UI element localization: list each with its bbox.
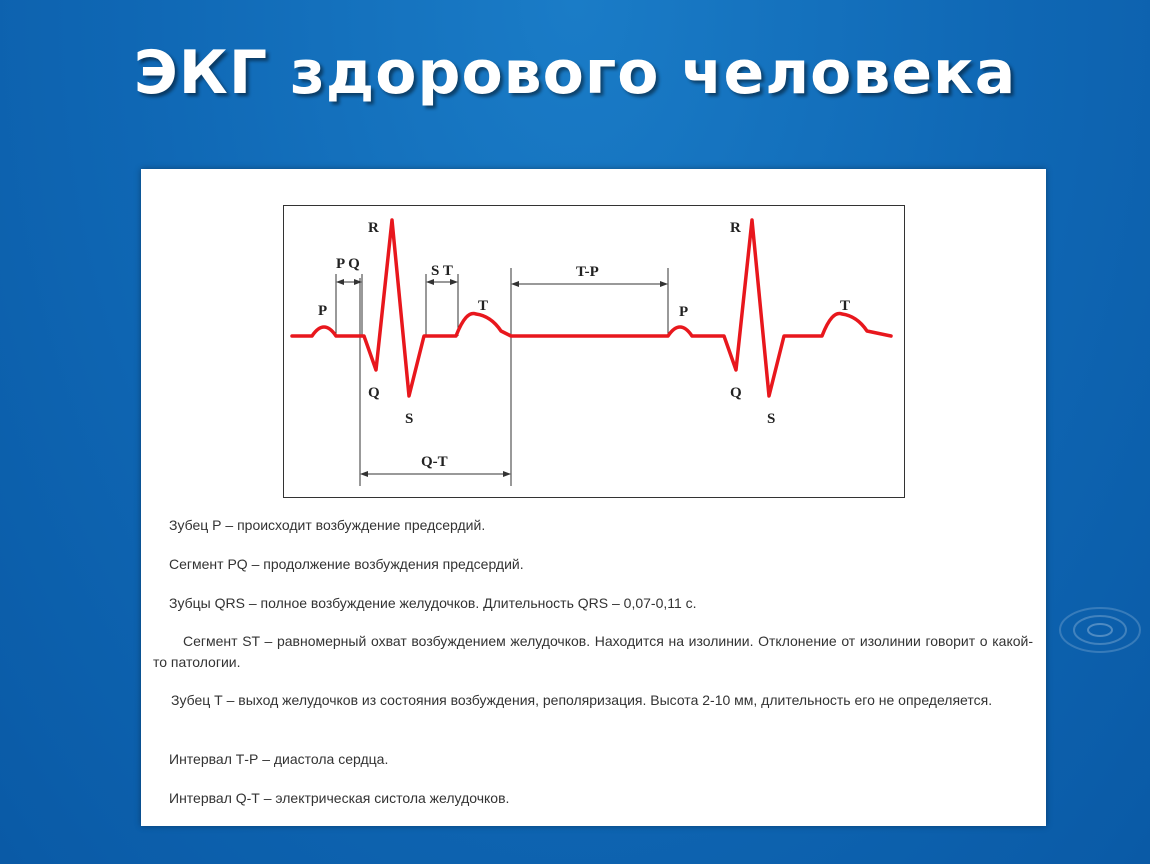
label-t2: T xyxy=(840,298,851,314)
label-r2: R xyxy=(730,220,741,236)
label-pq: P Q xyxy=(336,256,360,272)
label-q2: Q xyxy=(730,385,742,401)
label-p1: P xyxy=(318,303,328,319)
interval-arrows xyxy=(337,282,667,474)
label-s2: S xyxy=(767,411,776,427)
slide-title: ЭКГ здорового человека xyxy=(133,38,1017,108)
label-st: S T xyxy=(431,263,453,279)
water-ripple-decoration xyxy=(1055,600,1145,660)
description-tp-interval: Интервал Т-Р – диастола сердца. xyxy=(169,751,389,767)
ecg-figure xyxy=(283,205,905,498)
ecg-trace xyxy=(292,220,891,396)
ecg-diagram xyxy=(284,206,904,497)
description-p-wave: Зубец Р – происходит возбуждение предсердий. xyxy=(169,517,486,533)
label-tp: T-P xyxy=(576,264,599,280)
description-qrs-complex: Зубцы QRS – полное возбуждение желудочков. Длительность QRS – 0,07-0,11 с. xyxy=(169,595,697,611)
label-t1: T xyxy=(478,298,489,314)
label-s1: S xyxy=(405,411,414,427)
label-r1: R xyxy=(368,220,379,236)
label-qt: Q-T xyxy=(421,454,448,470)
description-pq-segment: Сегмент PQ – продолжение возбуждения предсердий. xyxy=(169,556,524,572)
label-p2: P xyxy=(679,304,689,320)
description-st-segment: Сегмент ST – равномерный охват возбуждением желудочков. Находится на изолинии. Отклонение от изолинии говорит о какой-то патологии. xyxy=(153,633,1033,670)
description-t-wave: Зубец Т – выход желудочков из состояния возбуждения, реполяризация. Высота 2-10 мм, длительность его не определяется. xyxy=(171,692,993,708)
label-q1: Q xyxy=(368,385,380,401)
content-panel xyxy=(141,169,1046,826)
description-qt-interval: Интервал Q-Т – электрическая систола желудочков. xyxy=(169,790,510,806)
reference-lines xyxy=(336,268,668,486)
